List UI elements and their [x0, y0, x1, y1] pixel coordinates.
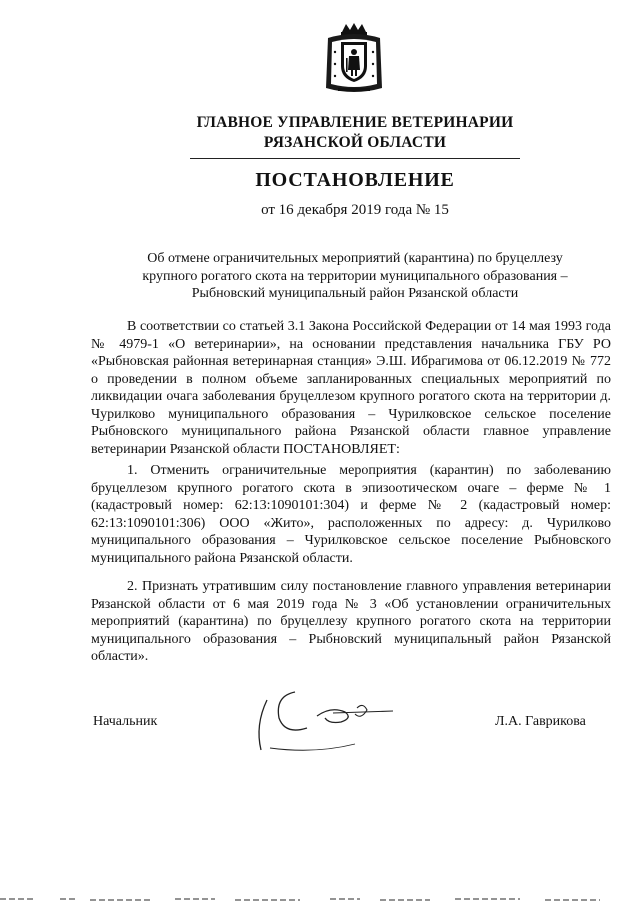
preamble-paragraph	[91, 318, 611, 458]
resolution-item-1	[91, 462, 611, 567]
coat-of-arms-icon	[322, 22, 386, 96]
subject-line: крупного рогатого скота на территории муниципального образования –	[142, 268, 568, 284]
scan-edge-artifact	[0, 893, 640, 905]
document-date-number: от 16 декабря 2019 года № 15	[261, 202, 449, 218]
document-subject	[95, 250, 615, 303]
subject-line: Об отмене ограничительных мероприятий (карантина) по бруцеллезу	[147, 251, 563, 266]
handwritten-signature-icon	[245, 680, 395, 770]
item-2-text: 2. Признать утратившим силу постановление главного управления ветеринарии Рязанской области от 6 мая 2019 года № 3 «Об установлении ограничительных мероприятий (карантина) по бруцеллезу крупного рогатого скота на территории муниципального образования – Рыбновский муниципальный район Рязанской области».	[91, 579, 611, 664]
signatory-name: Л.А. Гаврикова	[495, 714, 586, 729]
organization-name-line2: РЯЗАНСКОЙ ОБЛАСТИ	[263, 134, 447, 151]
subject-line: Рыбновский муниципальный район Рязанской области	[191, 286, 519, 301]
preamble-text: В соответствии со статьей 3.1 Закона Российской Федерации от 14 мая 1993 года № 4979-1 «О ветеринарии», на основании представления начальника ГБУ РО «Рыбновская районная ветеринарная станция» Э.Ш. Ибрагимова от 06.12.2019 № 772 о проведении в полном объеме запланированных специальных мероприятий по ликвидации очага заболевания бруцеллезом крупного рогатого скота на территории д. Чурилково муниципального образования – Чурилковское сельское поселение Рыбновского муниципального района Рязанской области главное управление ветеринарии Рязанской области ПОСТАНОВЛЯЕТ:	[91, 319, 611, 457]
signatory-position: Начальник	[93, 714, 158, 729]
resolution-item-2	[91, 578, 611, 666]
item-1-text: 1. Отменить ограничительные мероприятия (карантин) по заболеванию бруцеллезом крупного рогатого скота в эпизоотическом очаге – ферме № 1 (кадастровый номер: 62:13:1090101:304) и ферме № 2 (кадастровый номер: 62:13:1090101:306) ООО «Жито», расположенных по адресу: д. Чурилково муниципального образования – Чурилковское сельское поселение Рыбновского муниципального района Рязанской области.	[91, 463, 611, 566]
header-divider	[190, 158, 520, 159]
organization-name-line1: ГЛАВНОЕ УПРАВЛЕНИЕ ВЕТЕРИНАРИИ	[196, 114, 514, 131]
document-title: ПОСТАНОВЛЕНИЕ	[255, 169, 455, 191]
